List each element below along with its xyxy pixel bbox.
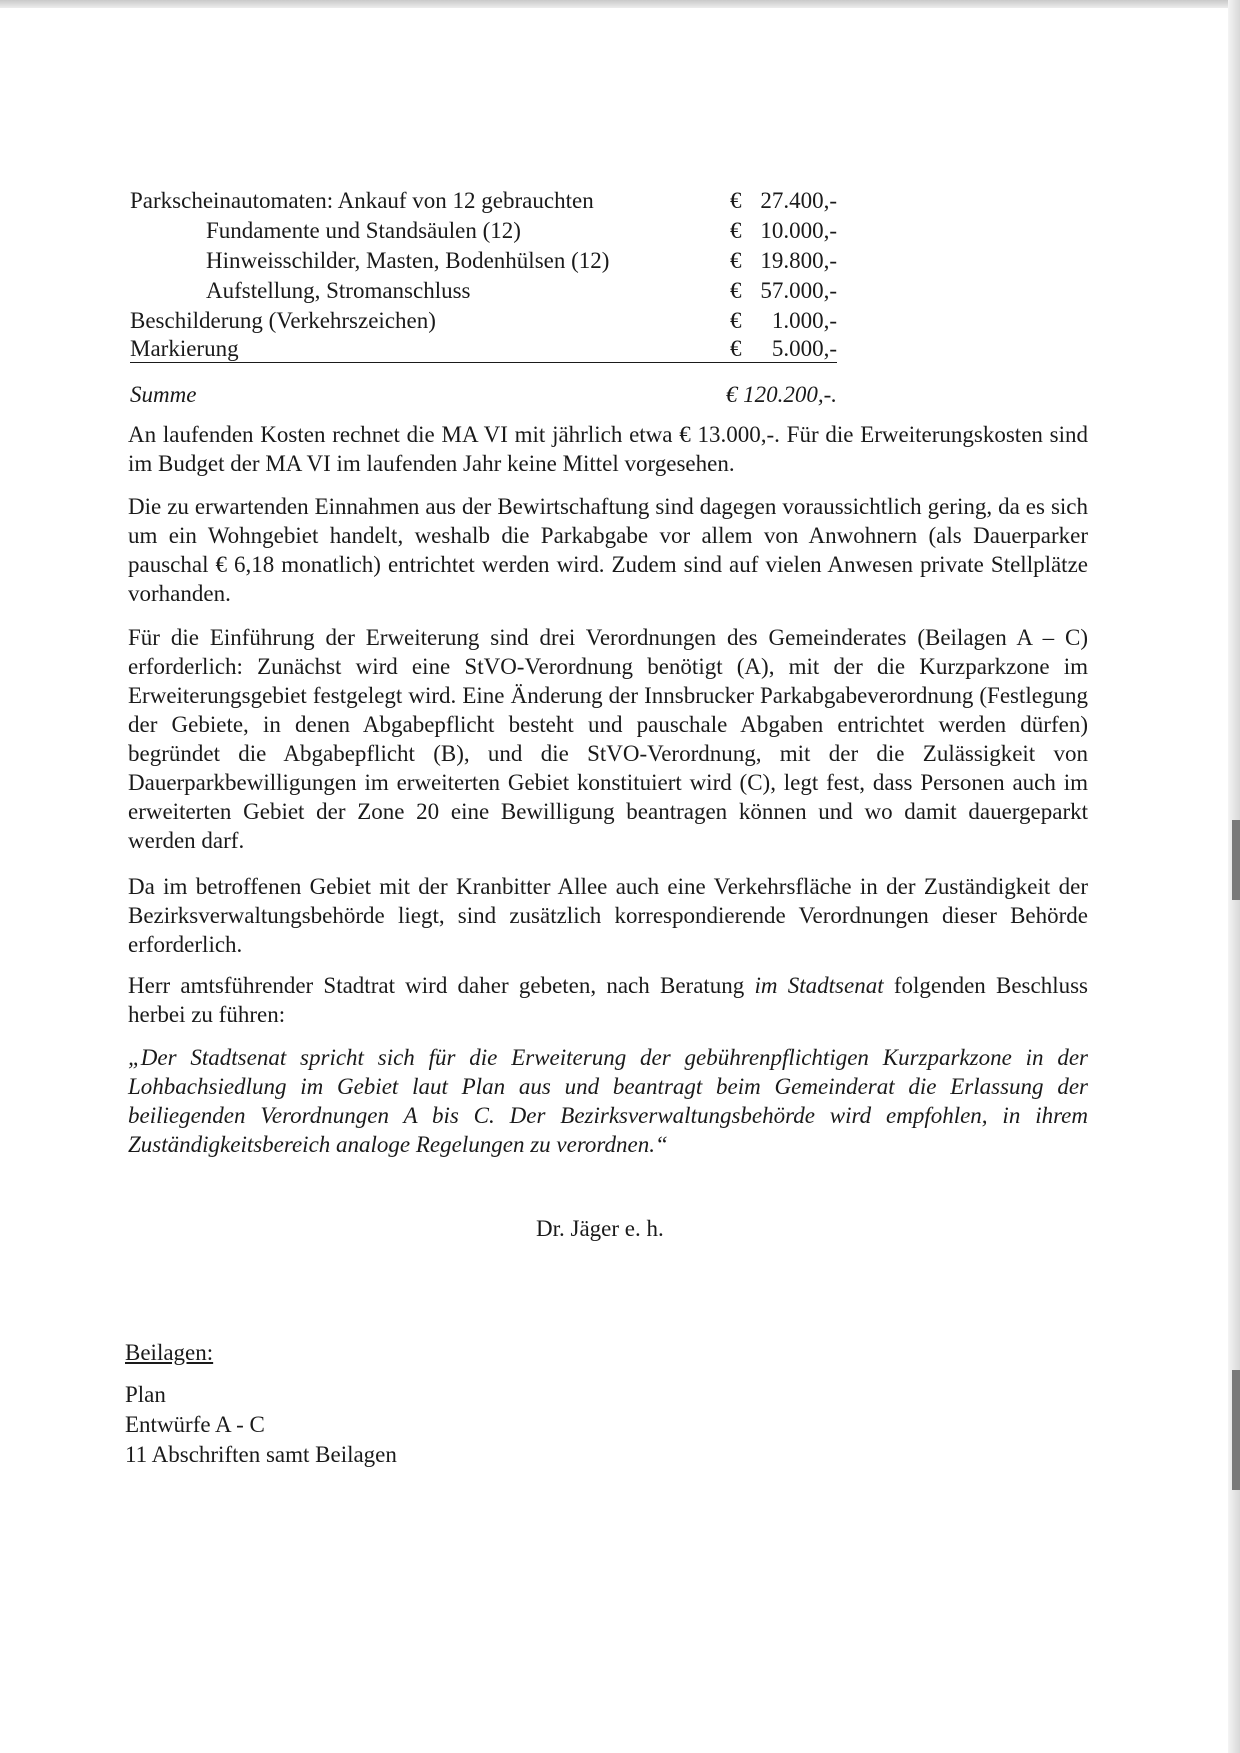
cost-label: Beschilderung (Verkehrszeichen) xyxy=(130,308,436,333)
cost-label: Aufstellung, Stromanschluss xyxy=(206,278,471,303)
request-text: folgenden Beschluss herbei zu führen: xyxy=(128,973,1089,1027)
cost-row xyxy=(130,246,837,276)
cost-row xyxy=(130,186,837,216)
scan-shadow-band xyxy=(1232,1370,1240,1490)
paragraph-running-costs: An laufenden Kosten rechnet die MA VI mit jährlich etwa € 13.000,-. Für die Erweiterungskosten sind im Budget der MA VI im laufenden Jahr keine Mittel vorgesehen. xyxy=(128,422,1088,476)
total-label: Summe xyxy=(130,382,197,407)
cost-amount: 10.000,- xyxy=(760,218,837,243)
cost-label: Hinweisschilder, Masten, Bodenhülsen (12) xyxy=(206,248,610,273)
scan-edge-right xyxy=(1228,0,1240,1753)
cost-total-row xyxy=(130,380,837,410)
cost-row xyxy=(130,216,837,246)
scan-edge-top xyxy=(0,0,1240,8)
cost-amount: 57.000,- xyxy=(760,278,837,303)
sum-rule xyxy=(130,362,837,363)
cost-label: Parkscheinautomaten: Ankauf von 12 gebrauchten xyxy=(130,188,594,213)
paragraph-request xyxy=(128,971,1088,1029)
cost-row xyxy=(130,276,837,306)
enclosure-item: Plan xyxy=(125,1382,166,1407)
cost-amount: 19.800,- xyxy=(760,248,837,273)
request-emphasis: im Stadtsenat xyxy=(754,973,884,998)
currency-symbol: € xyxy=(730,218,742,243)
paragraph-ordinances: Für die Einführung der Erweiterung sind drei Verordnungen des Gemeinderates (Beilagen A – C) erforderlich: Zunächst wird eine StVO-Verordnung benötigt (A), mit der die Kurzparkzone im Erweiterungsgebiet festgelegt wird. Eine Änderung der Innsbrucker Parkabgabeverordnung (Festlegung der Gebiete, in denen Abgabepflicht besteht und pauschale Abgaben entrichtet werden dürfen) begründet die Abgabepflicht (B), und die StVO-Verordnung, mit der die Zulässigkeit von Dauerparkbewilligungen im erweiterten Gebiet konstituiert wird (C), legt fest, dass Personen auch im erweiterten Gebiet der Zone 20 eine Bewilligung beantragen können und wo damit dauergeparkt werden darf. xyxy=(128,625,1088,853)
resolution-quote: „Der Stadtsenat spricht sich für die Erweiterung der gebührenpflichtigen Kurzparkzone in der Lohbachsiedlung im Gebiet laut Plan aus und beantragt beim Gemeinderat die Erlassung der beiliegenden Verordnungen A bis C. Der Bezirksverwaltungsbehörde wird empfohlen, in ihrem Zuständigkeitsbereich analoge Regelungen zu verordnen.“ xyxy=(128,1045,1088,1157)
cost-amount: 5.000,- xyxy=(771,336,837,361)
enclosures-list xyxy=(125,1380,397,1470)
enclosures-title: Beilagen: xyxy=(125,1340,214,1365)
cost-amount: 1.000,- xyxy=(771,308,837,333)
request-text: Herr amtsführender Stadtrat wird daher gebeten, nach Beratung xyxy=(128,973,755,998)
paragraph-district-authority: Da im betroffenen Gebiet mit der Kranbitter Allee auch eine Verkehrsfläche in der Zuständigkeit der Bezirksverwaltungsbehörde liegt, sind zusätzlich korrespondierende Verordnungen dieser Behörde erforderlich. xyxy=(128,874,1088,957)
cost-row xyxy=(130,334,837,364)
currency-symbol: € xyxy=(730,308,742,333)
cost-label: Fundamente und Standsäulen (12) xyxy=(206,218,521,243)
scan-shadow-band xyxy=(1232,820,1240,900)
cost-row xyxy=(130,306,837,336)
enclosure-item: Entwürfe A - C xyxy=(125,1412,265,1437)
currency-symbol: € xyxy=(730,188,742,213)
currency-symbol: € xyxy=(730,248,742,273)
cost-label: Markierung xyxy=(130,336,239,361)
currency-symbol: € xyxy=(730,336,742,361)
enclosure-item: 11 Abschriften samt Beilagen xyxy=(125,1442,397,1467)
signature: Dr. Jäger e. h. xyxy=(536,1216,664,1241)
paragraph-revenue: Die zu erwartenden Einnahmen aus der Bewirtschaftung sind dagegen voraussichtlich gering, da es sich um ein Wohngebiet handelt, weshalb die Parkabgabe vor allem von Anwohnern (als Dauerparker pauschal € 6,18 monatlich) entrichtet werden wird. Zudem sind auf vielen Anwesen private Stellplätze vorhanden. xyxy=(128,494,1088,606)
cost-amount: 27.400,- xyxy=(760,188,837,213)
currency-symbol: € xyxy=(730,278,742,303)
total-amount: € 120.200,-. xyxy=(725,382,837,407)
